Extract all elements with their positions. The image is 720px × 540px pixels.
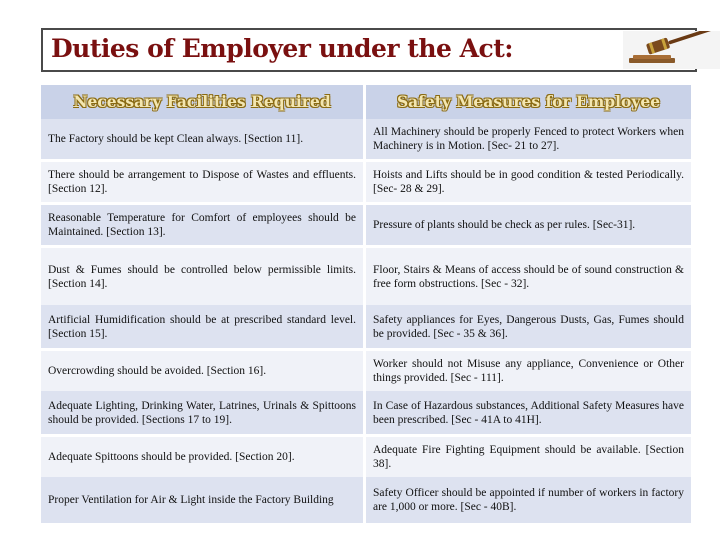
table-cell: Adequate Lighting, Drinking Water, Latrines, Urinals & Spittoons should be provided. [Sections 17 to 19]. xyxy=(41,391,363,434)
table-cell: Pressure of plants should be check as per rules. [Sec-31]. xyxy=(366,205,691,245)
table-cell: Hoists and Lifts should be in good condition & tested Periodically. [Sec- 28 & 29]. xyxy=(366,162,691,202)
table-cell: Adequate Fire Fighting Equipment should be available. [Section 38]. xyxy=(366,437,691,477)
table-cell: Safety Officer should be appointed if number of workers in factory are 1,000 or more. [Sec - 40B]. xyxy=(366,477,691,523)
table-row xyxy=(41,119,691,159)
table-cell: In Case of Hazardous substances, Additional Safety Measures have been prescribed. [Sec - 41A to 41H]. xyxy=(366,391,691,434)
table-cell: There should be arrangement to Dispose of Wastes and effluents. [Section 12]. xyxy=(41,162,363,202)
table-header-row xyxy=(41,85,691,119)
table-row xyxy=(41,391,691,434)
table-row xyxy=(41,162,691,202)
table-cell: Dust & Fumes should be controlled below permissible limits. [Section 14]. xyxy=(41,248,363,305)
table-row xyxy=(41,205,691,245)
table-row xyxy=(41,351,691,391)
table-cell: Reasonable Temperature for Comfort of employees should be Maintained. [Section 13]. xyxy=(41,205,363,245)
table-row xyxy=(41,248,691,305)
page-title: Duties of Employer under the Act: xyxy=(51,34,514,63)
header-cell: Necessary Facilities Required xyxy=(41,85,363,119)
table-cell: Artificial Humidification should be at prescribed standard level. [Section 15]. xyxy=(41,305,363,348)
title-banner xyxy=(41,28,697,72)
table-row xyxy=(41,305,691,348)
table-cell: All Machinery should be properly Fenced to protect Workers when Machinery is in Motion. [Sec- 21 to 27]. xyxy=(366,119,691,159)
table-cell: The Factory should be kept Clean always. [Section 11]. xyxy=(41,119,363,159)
header-cell: Safety Measures for Employee xyxy=(366,85,691,119)
table-row xyxy=(41,477,691,523)
duties-table xyxy=(41,85,691,525)
table-cell: Overcrowding should be avoided. [Section 16]. xyxy=(41,351,363,391)
table-cell: Proper Ventilation for Air & Light inside the Factory Building xyxy=(41,477,363,523)
gavel-icon xyxy=(623,31,720,69)
table-row xyxy=(41,437,691,477)
table-cell: Safety appliances for Eyes, Dangerous Dusts, Gas, Fumes should be provided. [Sec - 35 & 36]. xyxy=(366,305,691,348)
table-cell: Worker should not Misuse any appliance, Convenience or Other things provided. [Sec - 111]. xyxy=(366,351,691,391)
table-cell: Adequate Spittoons should be provided. [Section 20]. xyxy=(41,437,363,477)
table-cell: Floor, Stairs & Means of access should be of sound construction & free form obstructions. [Sec - 32]. xyxy=(366,248,691,305)
